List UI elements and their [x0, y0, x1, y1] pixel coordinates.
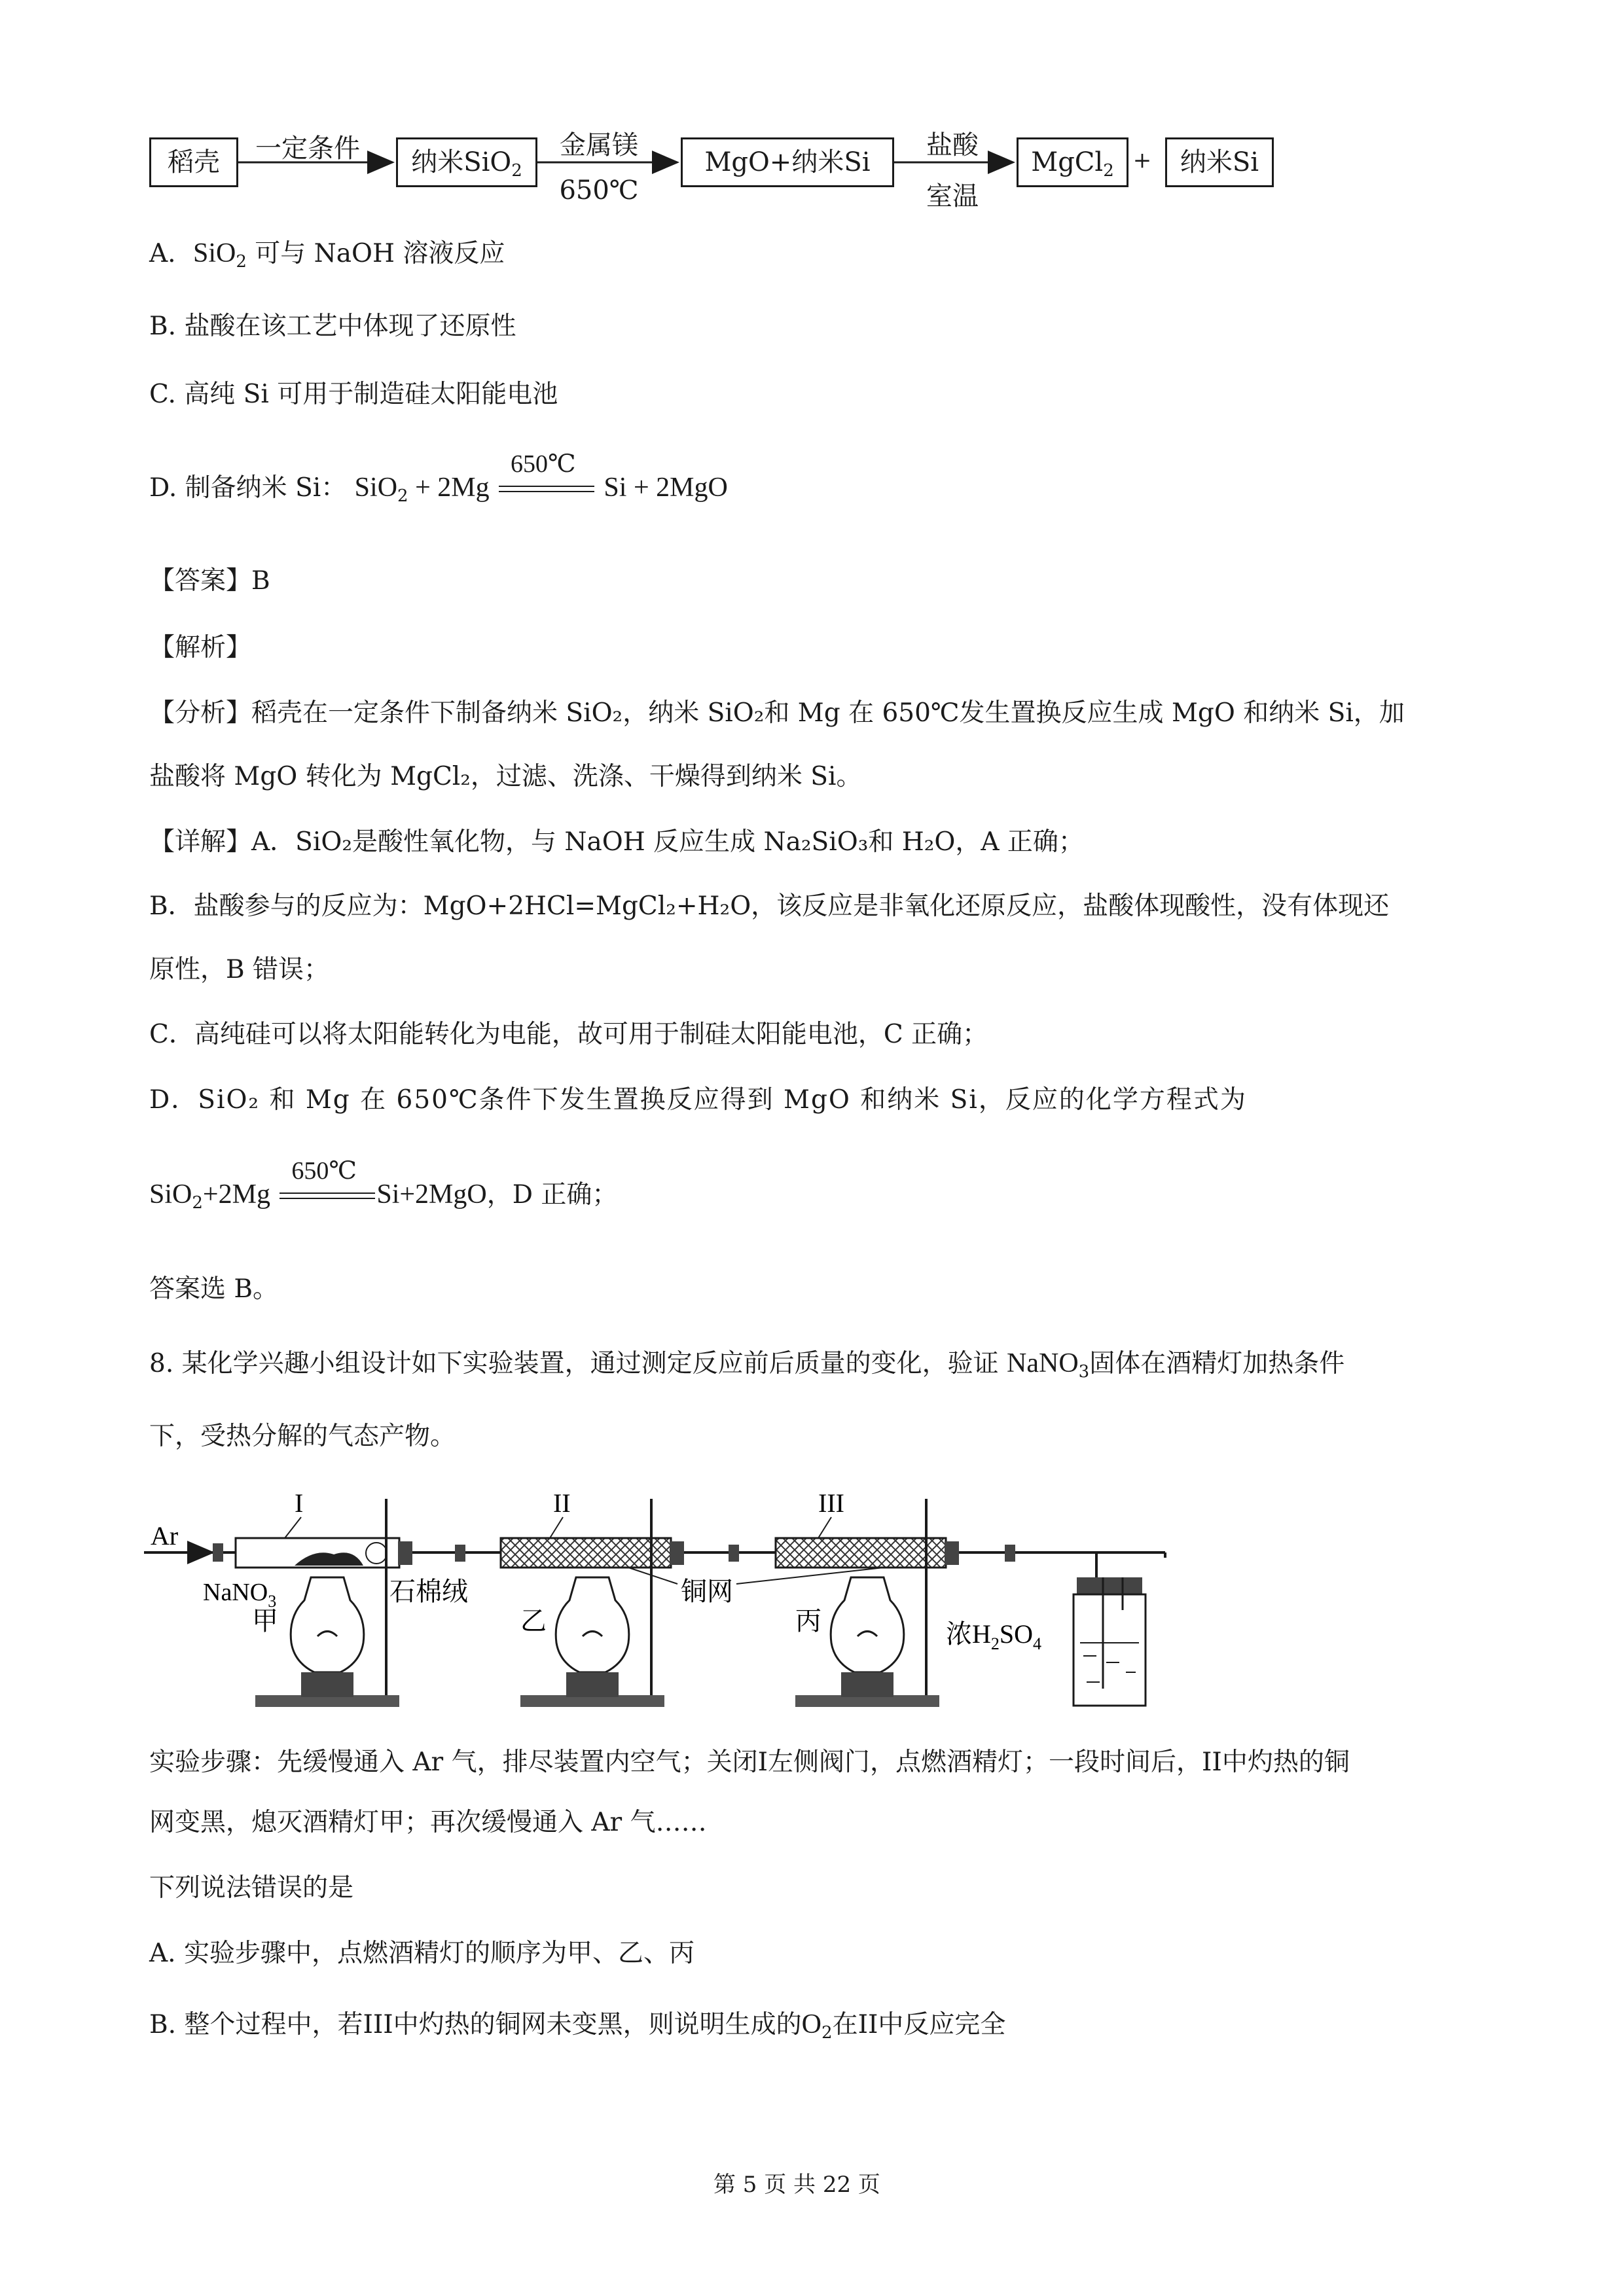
detail-b-2: 原性，B 错误；: [149, 955, 330, 984]
detail-b-1: B．盐酸参与的反应为：MgO+2HCl=MgCl₂+H₂O，该反应是非氧化还原反应，盐酸体现酸性，没有体现还: [149, 891, 1390, 921]
flow-box-mgcl2: MgCl$_2$: [1017, 137, 1128, 187]
option-d: D. 制备纳米 Si： SiO$_2$ + 2Mg 650℃ Si + 2MgO: [149, 450, 728, 506]
analysis-heading: 【解析】: [149, 633, 252, 662]
analysis-fenxi-2: 盐酸将 MgO 转化为 MgCl₂，过滤、洗涤、干燥得到纳米 Si。: [149, 762, 862, 791]
detail-d-equation: SiO$_2$+2Mg 650℃ Si+2MgO，D 正确；: [149, 1157, 618, 1213]
double-bar: [499, 486, 594, 492]
valve-1: [213, 1543, 223, 1562]
detail-a: 【详解】A．SiO₂是酸性氧化物，与 NaOH 反应生成 Na₂SiO₃和 H₂O，A 正确；: [149, 827, 1084, 857]
copper-label: 铜网: [681, 1577, 733, 1607]
tube-3: [776, 1538, 946, 1568]
option-b: B. 盐酸在该工艺中体现了还原性: [149, 312, 516, 341]
tube-2-label: II: [553, 1488, 571, 1518]
detail-c: C．高纯硅可以将太阳能转化为电能，故可用于制硅太阳能电池，C 正确；: [149, 1020, 988, 1049]
lamp-2-label: 乙: [520, 1606, 547, 1636]
flow-box-mgo-si: MgO+纳米Si: [681, 137, 894, 187]
apparatus-diagram: [144, 1486, 1178, 1715]
double-bar-2: [280, 1193, 375, 1199]
reaction-condition: 650℃: [497, 471, 596, 504]
tube-2: [501, 1538, 671, 1568]
ar-label: Ar: [151, 1521, 179, 1551]
connector-3: [945, 1541, 959, 1565]
page-footer: 第 5 页 共 22 页: [713, 2172, 880, 2198]
valve-4: [1005, 1545, 1015, 1562]
asbestos-label: 石棉绒: [389, 1577, 468, 1607]
q8-option-b: B. 整个过程中，若III中灼热的铜网未变黑，则说明生成的$O_2$在II中反应完全: [149, 2009, 1006, 2043]
answer-line: 【答案】B: [149, 566, 270, 596]
asbestos-plug: [366, 1543, 387, 1564]
tube-1-label: I: [295, 1488, 304, 1518]
tube-3-label: III: [818, 1488, 844, 1518]
q8-stem-2: 下，受热分解的气态产物。: [149, 1422, 456, 1451]
copper-leader-1: [628, 1568, 677, 1584]
option-a: A. SiO$_2$ 可与 NaOH 溶液反应: [149, 238, 505, 272]
h2so4-bottle: [1074, 1552, 1165, 1706]
lamp-1: [291, 1577, 364, 1697]
tube-3-leader: [818, 1517, 831, 1538]
flow-arrow2-top-label: 金属镁: [560, 130, 638, 160]
flow-plus: +: [1132, 147, 1152, 173]
final-answer: 答案选 B。: [149, 1274, 279, 1304]
q8-ask: 下列说法错误的是: [149, 1873, 354, 1903]
flow-arrow1-label: 一定条件: [255, 134, 360, 164]
valve-3: [729, 1545, 739, 1562]
q8-stem-1: 8. 某化学兴趣小组设计如下实验装置，通过测定反应前后质量的变化，验证 NaNO$_3$固体在酒精灯加热条件: [149, 1348, 1345, 1382]
lamp-3-label: 丙: [795, 1606, 821, 1636]
q8-option-a: A. 实验步骤中，点燃酒精灯的顺序为甲、乙、丙: [149, 1939, 695, 1968]
flow-arrow3-top-label: 盐酸: [926, 130, 979, 160]
flow-box-nano-sio2: 纳米SiO$_2$: [396, 137, 537, 187]
q8-steps-2: 网变黑，熄灭酒精灯甲；再次缓慢通入 Ar 气……: [149, 1808, 707, 1837]
flow-arrow2-bottom-label: 650℃: [559, 175, 639, 206]
flow-box-rice-husk: 稻壳: [149, 137, 238, 187]
detail-d-1: D．SiO₂ 和 Mg 在 650℃条件下发生置换反应得到 MgO 和纳米 Si，反应的化学方程式为: [149, 1085, 1247, 1115]
lamp-2: [556, 1577, 629, 1697]
lamp-1-label: 甲: [252, 1606, 278, 1636]
connector-2: [670, 1541, 684, 1565]
flow-box-nano-si: 纳米Si: [1165, 137, 1274, 187]
reaction-condition-2: 650℃: [278, 1178, 376, 1211]
tube-2-leader: [550, 1517, 563, 1538]
tube-1-leader: [285, 1517, 301, 1538]
h2so4-label: 浓$H_2SO_4$: [946, 1619, 1042, 1653]
flow-arrows: [0, 0, 1624, 262]
nano3-label: NaNO$_3$: [203, 1579, 277, 1611]
connector-1: [398, 1541, 412, 1565]
analysis-fenxi-1: 【分析】稻壳在一定条件下制备纳米 SiO₂，纳米 SiO₂和 Mg 在 650℃发生置换反应生成 MgO 和纳米 Si，加: [149, 698, 1405, 728]
q8-steps-1: 实验步骤：先缓慢通入 Ar 气，排尽装置内空气；关闭I左侧阀门，点燃酒精灯；一段时间后，II中灼热的铜: [149, 1748, 1350, 1777]
flow-arrow3-bottom-label: 室温: [926, 181, 979, 211]
lamp-3: [831, 1577, 904, 1697]
valve-2: [455, 1545, 465, 1562]
option-c: C. 高纯 Si 可用于制造硅太阳能电池: [149, 380, 558, 409]
